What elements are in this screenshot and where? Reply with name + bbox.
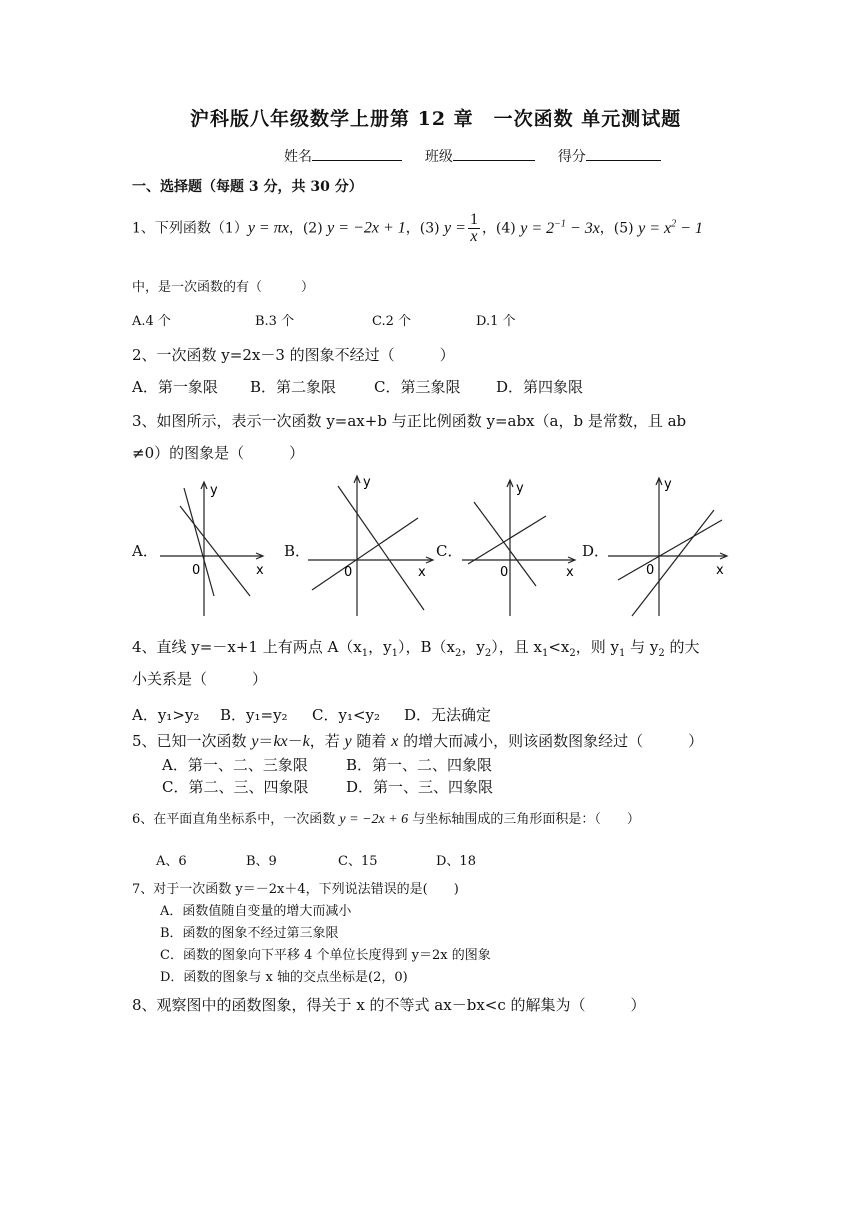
q3-graph-a [152,478,282,618]
q1-option-a[interactable]: A.4 个 [132,314,171,329]
origin-label: 0 [344,565,353,580]
q5-option-c[interactable]: C．第二、三、四象限 [162,778,309,796]
q6-option-d[interactable]: D、18 [436,854,476,869]
x-axis-label: x [716,563,724,578]
q7-option-b[interactable]: B．函数的图象不经过第三象限 [160,926,339,941]
q4-option-c[interactable]: C．y₁<y₂ [312,706,381,724]
q3-option-a-label[interactable]: A． [132,542,158,560]
y-axis-label: y [664,477,672,492]
q1-func-3-lhs: y = [444,219,466,237]
q6-option-c[interactable]: C、15 [338,854,378,869]
question-4-line-2: 小关系是（ ） [132,670,268,688]
q1-option-b[interactable]: B.3 个 [255,314,295,329]
q7-option-a[interactable]: A．函数值随自变量的增大而减小 [160,904,352,919]
q1-option-c[interactable]: C.2 个 [372,314,412,329]
question-4-line-1: 4、直线 y=－x+1 上有两点 $A(x_1$，$y_1$），$B(x_2$，$y_2$），且 $x_1<x_2$，则 $y_1$ 与 $y_2$ 的大 [132,638,700,659]
origin-label: 0 [500,565,509,580]
q1-option-d[interactable]: D.1 个 [476,314,516,329]
q1-sep-5: ，(5) [599,220,634,237]
class-blank[interactable] [453,146,535,161]
score-label: 得分 [557,149,586,165]
y-axis-label: y [363,475,371,490]
graph-c-line-2 [468,516,546,564]
name-blank[interactable] [312,146,402,161]
x-axis-label: x [566,565,574,580]
section-heading: 一、选择题（每题 3 分，共 30 分） [132,179,363,195]
q1-func-4: $y = 2^{-1} - 3x$ [520,218,600,237]
q3-option-c-label[interactable]: C． [436,542,463,560]
q1-func-2: y = −2x + 1 [327,219,406,237]
q2-option-d[interactable]: D．第四象限 [496,378,584,396]
q1-func-1: y = πx [247,219,289,237]
q1-func-5: $y = x^2 - 1$ [638,218,703,237]
question-7: 7、对于一次函数 y＝－2x＋4，下列说法错误的是( ) [132,882,459,897]
q5-option-a[interactable]: A．第一、二、三象限 [162,756,308,774]
q3-graph-d [604,470,734,618]
q6-option-b[interactable]: B、9 [246,854,277,869]
q2-option-b[interactable]: B．第二象限 [250,378,337,396]
graph-d-line-2 [618,520,722,580]
q7-option-d[interactable]: D．函数的图象与 x 轴的交点坐标是(2，0) [160,970,408,985]
q3-graph-b [302,470,440,618]
q4-option-a[interactable]: A．y₁>y₂ [132,706,200,724]
q1-prefix: 1、下列函数（1） [132,220,248,237]
x-axis-label: x [256,563,264,578]
q7-option-c[interactable]: C．函数的图象向下平移 4 个单位长度得到 y＝2x 的图象 [160,948,491,963]
graph-a-line-2 [180,506,250,596]
graph-d-line-1 [632,510,714,616]
graph-a-line-1 [184,488,214,596]
q1-sep-4: ，(4) [481,220,516,237]
q2-option-c[interactable]: C．第三象限 [374,378,461,396]
class-label: 班级 [424,149,453,165]
question-3-line-1: 3、如图所示，表示一次函数 y=ax+b 与正比例函数 y=abx（a，b 是常数，且 ab [132,412,687,430]
question-8: 8、观察图中的函数图象，得关于 x 的不等式 ax－bx<c 的解集为（ ） [132,996,646,1014]
q5-option-b[interactable]: B．第一、二、四象限 [346,756,493,774]
q1-sep-3: ，(3) [405,220,440,237]
x-axis-label: x [418,565,426,580]
question-1 [132,212,703,245]
question-2: 2、一次函数 y=2x－3 的图象不经过（ ） [132,346,455,364]
question-5: 5、已知一次函数 y＝kx－k，若 y 随着 x 的增大而减小，则该函数图象经过（ ） [132,732,704,750]
q3-option-b-label[interactable]: B． [284,542,311,560]
q1-line-2: 中，是一次函数的有（ ） [132,280,315,295]
graph-b-line-1 [338,486,424,610]
q6-option-a[interactable]: A、6 [156,854,187,869]
question-6: 6、在平面直角坐标系中，一次函数 y = −2x + 6 与坐标轴围成的三角形面积是：（ ） [132,812,640,827]
q3-option-d-label[interactable]: D． [582,542,610,560]
origin-label: 0 [192,563,201,578]
y-axis-label: y [516,481,524,496]
q4-option-d[interactable]: D．无法确定 [404,706,492,724]
page-title: 沪科版八年级数学上册第 12 章 一次函数 单元测试题 [190,108,682,130]
q1-func-3-fraction: $\frac{1}{x}$ [469,211,478,245]
origin-label: 0 [646,563,655,578]
question-3-line-2: ≠0）的图象是（ ） [132,444,305,462]
q2-option-a[interactable]: A．第一象限 [132,378,218,396]
q5-option-d[interactable]: D．第一、三、四象限 [346,778,494,796]
score-blank[interactable] [586,146,661,161]
name-label: 姓名 [284,149,312,165]
header-fields [284,146,661,166]
q1-sep-2: ，(2) [288,220,323,237]
q3-graph-c [456,474,586,618]
q4-option-b[interactable]: B．y₁=y₂ [220,706,288,724]
y-axis-label: y [210,483,218,498]
